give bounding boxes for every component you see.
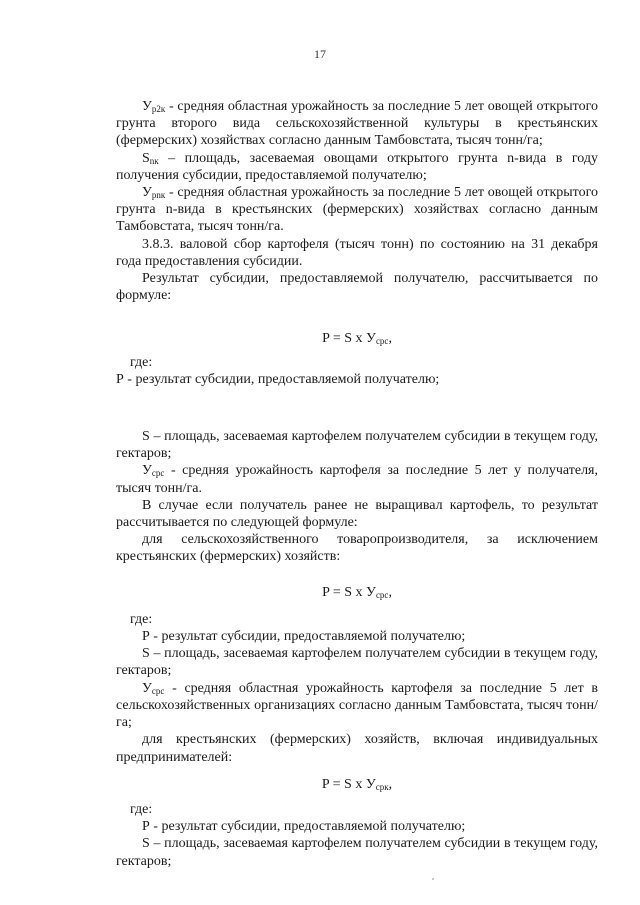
paragraph-text: – площадь, засеваемая овощами открытого грунта n-вида в году получения субсидии, предоставляемой получателю; (116, 150, 598, 183)
paragraph-s-definition: S – площадь, засеваемая картофелем получателем субсидии в текущем году, гектаров; (116, 429, 598, 462)
symbol-y: У (142, 185, 152, 201)
where-label: где: (130, 801, 153, 817)
formula-3: P = S х $У_{срк}$, (321, 776, 393, 792)
paragraph-s-definition: S – площадь, засеваемая картофелем получателем субсидии в текущем году, гектаров; (116, 646, 598, 679)
where-label: где: (130, 611, 153, 627)
paragraph-text: - средняя урожайность картофеля за последние 5 лет у получателя, тысяч тонн/га. (116, 463, 598, 496)
symbol-subscript: nк (149, 155, 159, 166)
symbol-subscript: срс (151, 685, 165, 696)
symbol-subscript: срс (151, 468, 165, 479)
formula-2: P = S х $У_{срс}$, (322, 584, 392, 600)
paragraph-section-3-8-3: 3.8.3. валовой сбор картофеля (тысяч тонн) по состоянию на 31 декабря года предоставления субсидии. (116, 236, 598, 269)
paragraph-p-definition: Р - результат субсидии, предоставляемой получателю; (142, 819, 466, 835)
symbol-y: У (142, 680, 152, 696)
paragraph-farm-households: для крестьянских (фермерских) хозяйств, включая индивидуальных предпринимателей: (116, 732, 598, 765)
page-number: 17 (314, 47, 326, 61)
formula-subscript: срс (375, 589, 389, 600)
paragraph-y-definition (116, 680, 598, 732)
paragraph-area-n-kind (116, 150, 598, 184)
formula-subscript: срс (375, 336, 389, 347)
paragraph-p-definition: Р - результат субсидии, предоставляемой получателю; (116, 371, 440, 387)
symbol-subscript: рnк (151, 190, 166, 201)
paragraph-result-intro: Результат субсидии, предоставляемой получателю, рассчитывается по формуле: (116, 271, 598, 304)
symbol-y: У (142, 99, 152, 114)
symbol-s: S (142, 150, 150, 166)
paragraph-text: - средняя областная урожайность за последние 5 лет овощей открытого грунта второго вида сельскохозяйственной культуры в крестьянских (фермерских) хозяйствах согласно данным Тамбовстата, тысяч тонн/га; (116, 99, 598, 149)
paragraph-agri-producer: для сельскохозяйственного товаропроизводителя, за исключением крестьянских (фермерских) хозяйств: (116, 532, 598, 565)
paragraph-no-potato-case: В случае если получатель ранее не выращивал картофель, то результат рассчитывается по следующей формуле: (116, 497, 598, 531)
paragraph-text: - средняя областная урожайность картофеля за последние 5 лет в сельскохозяйственных организациях согласно данным Тамбовстата, тысяч тонн/га; (116, 680, 598, 731)
paragraph-y-definition (116, 462, 598, 496)
formula-1: P = S х $У_{срс}$, (322, 331, 392, 347)
paragraph-yield-n-kind (116, 184, 598, 236)
scan-speck (432, 878, 434, 880)
paragraph-text: - средняя областная урожайность за последние 5 лет овощей открытого грунта n-вида в крестьянских (фермерских) хозяйствах согласно данным Тамбовстата, тысяч тонн/га. (116, 185, 598, 235)
paragraph-yield-second-kind (116, 98, 598, 150)
where-label: где: (130, 354, 153, 370)
symbol-y: У (142, 463, 152, 479)
paragraph-p-definition: Р - результат субсидии, предоставляемой получателю; (142, 629, 466, 645)
formula-subscript: срк (375, 781, 389, 792)
symbol-subscript: р2к (151, 104, 166, 114)
paragraph-s-definition: S – площадь, засеваемая картофелем получателем субсидии в текущем году, гектаров; (116, 836, 598, 869)
document-body (116, 98, 598, 870)
